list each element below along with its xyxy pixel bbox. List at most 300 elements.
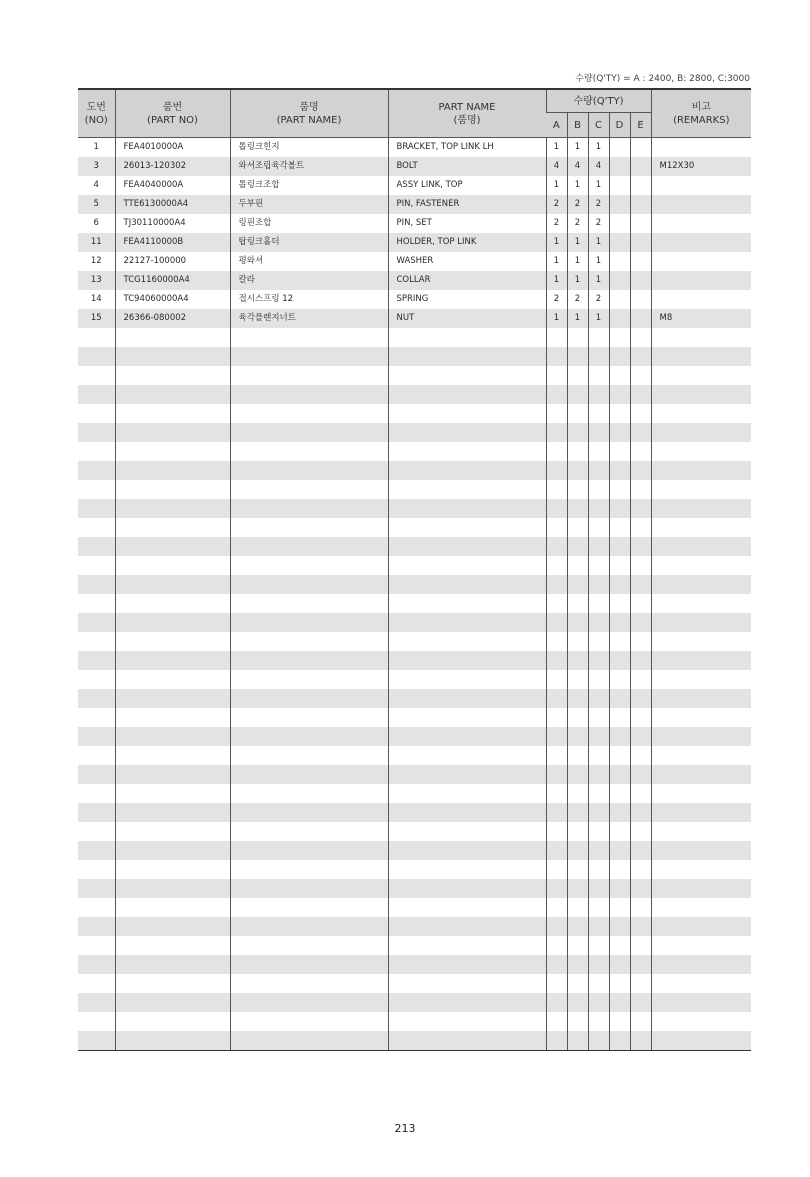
cell-part-no [115,936,230,955]
cell-qty-e [630,271,651,290]
cell-qty-d [609,689,630,708]
cell-no [78,689,115,708]
cell-name-kr [230,803,388,822]
cell-name-en [388,404,546,423]
cell-qty-a [546,1031,567,1051]
cell-qty-e [630,480,651,499]
cell-no [78,803,115,822]
cell-no [78,1031,115,1051]
cell-no [78,480,115,499]
cell-name-en [388,670,546,689]
cell-remarks [651,974,751,993]
cell-name-en [388,974,546,993]
cell-no [78,461,115,480]
cell-qty-d [609,803,630,822]
empty-table-row [78,841,751,860]
cell-no [78,366,115,385]
cell-qty-e [630,385,651,404]
cell-name-kr: 접시스프링 12 [230,290,388,309]
empty-table-row [78,423,751,442]
cell-remarks [651,537,751,556]
cell-part-no [115,613,230,632]
cell-qty-c [588,841,609,860]
cell-part-no [115,461,230,480]
cell-no [78,575,115,594]
cell-qty-a [546,404,567,423]
cell-qty-d [609,252,630,271]
cell-qty-d [609,860,630,879]
cell-name-kr: 탑링크홀더 [230,233,388,252]
cell-part-no [115,784,230,803]
cell-no [78,442,115,461]
cell-name-kr [230,423,388,442]
cell-qty-d [609,822,630,841]
empty-table-row [78,499,751,518]
cell-qty-b [567,423,588,442]
cell-qty-c [588,708,609,727]
cell-remarks [651,518,751,537]
cell-name-en [388,632,546,651]
cell-name-en [388,746,546,765]
cell-remarks [651,632,751,651]
empty-table-row [78,366,751,385]
header-remarks-kr: 비고 [691,101,711,113]
cell-part-no: FEA4110000B [115,233,230,252]
cell-qty-a [546,480,567,499]
cell-qty-d [609,442,630,461]
cell-name-kr [230,860,388,879]
cell-name-en [388,537,546,556]
cell-qty-a [546,651,567,670]
cell-qty-c [588,518,609,537]
cell-qty-a [546,784,567,803]
header-qty-b: B [567,113,588,138]
empty-table-row [78,784,751,803]
cell-name-kr [230,879,388,898]
cell-qty-c [588,461,609,480]
cell-qty-a [546,974,567,993]
cell-no [78,499,115,518]
cell-name-kr [230,366,388,385]
cell-qty-e [630,993,651,1012]
cell-qty-d [609,575,630,594]
cell-qty-d [609,917,630,936]
cell-qty-d [609,214,630,233]
cell-qty-e [630,556,651,575]
cell-qty-a [546,461,567,480]
cell-qty-d [609,1012,630,1031]
cell-qty-d [609,651,630,670]
cell-qty-a [546,860,567,879]
cell-qty-c [588,765,609,784]
cell-qty-b: 4 [567,157,588,176]
cell-qty-a [546,575,567,594]
cell-qty-c [588,917,609,936]
cell-qty-d [609,423,630,442]
cell-qty-a: 2 [546,214,567,233]
cell-qty-e [630,499,651,518]
cell-remarks [651,860,751,879]
cell-part-no: 26366-080002 [115,309,230,328]
cell-qty-a [546,727,567,746]
cell-qty-d [609,727,630,746]
cell-name-kr [230,385,388,404]
cell-qty-b [567,993,588,1012]
cell-remarks [651,385,751,404]
cell-no: 15 [78,309,115,328]
header-part-no-en: (PART NO) [147,114,198,126]
cell-qty-b [567,746,588,765]
cell-qty-b [567,860,588,879]
cell-qty-c [588,594,609,613]
cell-no: 11 [78,233,115,252]
cell-remarks [651,651,751,670]
cell-part-no [115,594,230,613]
cell-qty-a: 2 [546,290,567,309]
cell-remarks [651,575,751,594]
cell-qty-e [630,442,651,461]
cell-qty-c: 1 [588,138,609,158]
cell-name-en [388,955,546,974]
cell-part-no: FEA4010000A [115,138,230,158]
cell-name-kr [230,575,388,594]
cell-qty-a [546,499,567,518]
cell-qty-b: 1 [567,252,588,271]
cell-qty-e [630,423,651,442]
cell-qty-a: 1 [546,233,567,252]
cell-qty-d [609,480,630,499]
cell-qty-d [609,746,630,765]
header-name-kr: 품명 [299,101,319,113]
cell-name-en [388,442,546,461]
cell-qty-e [630,366,651,385]
cell-qty-c: 1 [588,233,609,252]
cell-remarks [651,461,751,480]
cell-qty-e [630,955,651,974]
cell-part-no [115,537,230,556]
cell-qty-c: 4 [588,157,609,176]
cell-no: 13 [78,271,115,290]
cell-name-kr: 평와셔 [230,252,388,271]
cell-qty-e [630,309,651,328]
cell-no: 4 [93,180,99,190]
cell-no: 5 [78,195,115,214]
cell-no [78,898,115,917]
cell-name-kr: 톱링크힌지 [230,138,388,158]
cell-qty-a [546,594,567,613]
cell-no [78,404,115,423]
cell-qty-b [567,917,588,936]
cell-qty-e [630,784,651,803]
cell-qty-a [546,518,567,537]
cell-qty-b: 2 [567,195,588,214]
cell-qty-e [630,670,651,689]
cell-part-no [115,385,230,404]
cell-qty-a: 2 [546,195,567,214]
cell-name-en [388,1031,546,1051]
cell-no [78,670,115,689]
cell-qty-e [630,898,651,917]
cell-name-kr [230,670,388,689]
empty-table-row [78,556,751,575]
cell-part-no [115,955,230,974]
cell-qty-d [609,974,630,993]
cell-remarks: M12X30 [651,157,751,176]
cell-name-en: PIN, FASTENER [388,195,546,214]
cell-qty-a [546,936,567,955]
cell-name-kr [230,594,388,613]
cell-qty-d [609,955,630,974]
cell-qty-d [609,404,630,423]
empty-table-row [78,917,751,936]
cell-qty-a [546,632,567,651]
cell-qty-d [609,765,630,784]
cell-remarks [651,499,751,518]
header-part-name-en [388,89,546,138]
cell-qty-c [588,803,609,822]
cell-qty-c [588,328,609,347]
cell-part-no [115,765,230,784]
cell-no [78,423,115,442]
cell-remarks [651,423,751,442]
cell-qty-d [609,708,630,727]
empty-table-row [78,1012,751,1031]
cell-qty-d [609,176,630,195]
cell-qty-e [630,708,651,727]
cell-qty-b [567,613,588,632]
cell-no [78,727,115,746]
cell-qty-c [588,670,609,689]
cell-part-no: TC94060000A4 [115,290,230,309]
cell-qty-b [567,556,588,575]
cell-name-en: ASSY LINK, TOP [388,176,546,195]
cell-qty-b: 1 [567,138,588,158]
cell-remarks [651,708,751,727]
cell-part-no: 26013-120302 [115,157,230,176]
cell-qty-b [567,955,588,974]
cell-qty-c [588,974,609,993]
cell-name-kr [230,689,388,708]
cell-name-kr [230,765,388,784]
cell-remarks [651,822,751,841]
cell-remarks [651,214,751,233]
cell-qty-c [588,689,609,708]
cell-no [78,993,115,1012]
header-qty: 수량(Q'TY) [546,89,651,113]
cell-qty-a [546,955,567,974]
cell-remarks [651,1031,751,1051]
cell-qty-d [609,195,630,214]
cell-qty-a: 1 [546,138,567,158]
cell-name-kr [230,537,388,556]
cell-name-en [388,651,546,670]
cell-remarks [651,290,751,309]
cell-qty-e [630,594,651,613]
cell-remarks [651,841,751,860]
cell-qty-d [609,518,630,537]
cell-qty-d [609,385,630,404]
cell-name-en [388,860,546,879]
cell-qty-d [609,613,630,632]
cell-part-no: TJ30110000A4 [115,214,230,233]
cell-name-kr [230,708,388,727]
cell-qty-b: 2 [567,290,588,309]
cell-qty-b: 1 [567,233,588,252]
cell-qty-e [630,613,651,632]
empty-table-row [78,461,751,480]
empty-table-row [78,404,751,423]
cell-qty-c: 1 [588,309,609,328]
cell-qty-b [567,518,588,537]
cell-no [78,955,115,974]
cell-qty-b: 1 [567,309,588,328]
header-part-name-kr [230,89,388,138]
cell-part-no: 22127-100000 [115,252,230,271]
cell-qty-c [588,1012,609,1031]
empty-table-row [78,936,751,955]
cell-name-en [388,366,546,385]
cell-part-no [115,708,230,727]
header-name-en: PART NAME [438,101,496,113]
cell-qty-d [609,366,630,385]
cell-qty-b [567,936,588,955]
empty-table-row [78,803,751,822]
cell-name-en [388,917,546,936]
header-qty-a: A [546,113,567,138]
cell-remarks [651,917,751,936]
cell-name-kr [230,974,388,993]
cell-name-en [388,461,546,480]
cell-name-en [388,936,546,955]
cell-qty-a: 1 [546,176,567,195]
empty-table-row [78,442,751,461]
cell-name-kr [230,632,388,651]
cell-name-en [388,328,546,347]
cell-part-no [115,632,230,651]
cell-part-no [115,404,230,423]
cell-qty-a [546,689,567,708]
cell-qty-a: 1 [546,309,567,328]
cell-name-en [388,594,546,613]
cell-qty-a: 4 [546,157,567,176]
cell-qty-e [630,651,651,670]
cell-part-no [115,898,230,917]
cell-qty-b [567,879,588,898]
empty-table-row [78,974,751,993]
cell-remarks [651,1012,751,1031]
cell-no [78,328,115,347]
cell-qty-e [630,1031,651,1051]
cell-qty-a [546,803,567,822]
cell-qty-b [567,575,588,594]
cell-remarks [651,233,751,252]
cell-no [78,651,115,670]
cell-qty-a [546,556,567,575]
cell-part-no [115,822,230,841]
cell-name-kr: 두부핀 [230,195,388,214]
cell-name-en: COLLAR [388,271,546,290]
cell-name-kr [230,328,388,347]
cell-qty-a [546,993,567,1012]
cell-qty-a: 1 [546,271,567,290]
table-row [78,138,751,158]
cell-qty-c [588,1031,609,1051]
page-number: 213 [394,1122,416,1135]
cell-name-en [388,613,546,632]
empty-table-row [78,879,751,898]
cell-qty-a [546,328,567,347]
cell-part-no [115,442,230,461]
cell-qty-a [546,670,567,689]
cell-qty-c [588,537,609,556]
cell-remarks [651,195,751,214]
cell-qty-e [630,746,651,765]
cell-qty-c [588,727,609,746]
cell-qty-a [546,537,567,556]
cell-qty-d [609,993,630,1012]
cell-qty-a [546,822,567,841]
cell-remarks [651,784,751,803]
cell-name-kr [230,822,388,841]
cell-qty-b [567,499,588,518]
cell-name-en: BRACKET, TOP LINK LH [388,138,546,158]
table-row [78,176,751,195]
cell-qty-d [609,594,630,613]
cell-no: 14 [90,294,102,304]
table-row [78,214,751,233]
cell-qty-b [567,594,588,613]
cell-name-en [388,689,546,708]
cell-no: 3 [78,157,115,176]
cell-qty-c [588,575,609,594]
cell-qty-b [567,974,588,993]
cell-qty-d [609,157,630,176]
parts-table [78,88,751,1051]
cell-qty-a [546,366,567,385]
cell-name-en: HOLDER, TOP LINK [388,233,546,252]
cell-qty-a [546,423,567,442]
cell-part-no [115,670,230,689]
cell-qty-b [567,480,588,499]
cell-remarks [651,993,751,1012]
cell-part-no [115,746,230,765]
cell-qty-b [567,1031,588,1051]
cell-qty-d [609,309,630,328]
cell-qty-e [630,917,651,936]
empty-table-row [78,632,751,651]
cell-qty-e [630,176,651,195]
header-remarks-en: (REMARKS) [673,114,730,126]
cell-remarks [651,689,751,708]
cell-qty-e [630,803,651,822]
cell-name-kr [230,613,388,632]
cell-qty-b: 2 [567,214,588,233]
cell-qty-a [546,1012,567,1031]
cell-no [78,613,115,632]
cell-qty-d [609,936,630,955]
cell-no [78,784,115,803]
cell-remarks [651,176,751,195]
cell-remarks [651,803,751,822]
cell-name-en [388,708,546,727]
cell-name-kr: 와셔조립육각볼트 [230,157,388,176]
cell-qty-e [630,841,651,860]
cell-part-no [115,974,230,993]
header-qty-d: D [609,113,630,138]
cell-remarks [651,898,751,917]
cell-name-en [388,822,546,841]
empty-table-row [78,765,751,784]
